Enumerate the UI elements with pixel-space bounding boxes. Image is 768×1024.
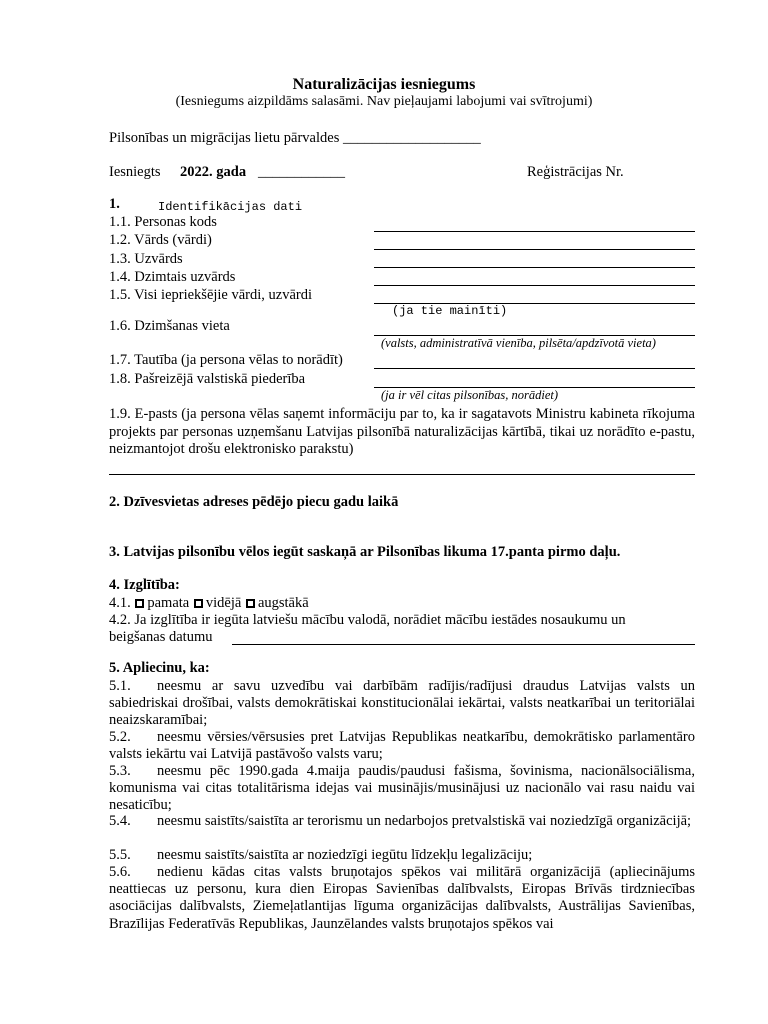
education-item-number: 4.1.	[109, 595, 131, 611]
office-label: Pilsonības un migrācijas lietu pārvaldes	[109, 130, 340, 146]
field-first-name-line[interactable]	[374, 249, 695, 250]
hint-birthplace: (valsts, administratīvā vienība, pilsēta/apdzīvotā vieta)	[381, 336, 656, 350]
field-email-line[interactable]	[109, 474, 695, 475]
field-citizenship-label: 1.8. Pašreizējā valstiskā piederība	[109, 371, 306, 387]
education-latvian-text: 4.2. Ja izglītība ir iegūta latviešu mācību valodā, norādiet mācību iestādes nosaukumu un	[109, 612, 626, 628]
checkbox-higher[interactable]	[246, 599, 255, 608]
declaration-number: 5.1.	[109, 678, 131, 694]
declaration-item	[109, 813, 695, 830]
field-birth-surname-line[interactable]	[374, 285, 695, 286]
option-secondary-label: vidējā	[205, 595, 242, 611]
declaration-item	[109, 729, 695, 763]
section1-heading: Identifikācijas dati	[158, 200, 303, 214]
declaration-number: 5.5.	[109, 847, 131, 863]
checkbox-primary[interactable]	[135, 599, 144, 608]
declaration-item	[109, 847, 695, 864]
field-personal-code-label: 1.1. Personas kods	[109, 214, 217, 230]
section4-heading: 4. Izglītība:	[109, 577, 180, 593]
field-surname-line[interactable]	[374, 267, 695, 268]
field-nationality-line[interactable]	[374, 368, 695, 369]
declaration-number: 5.6.	[109, 864, 131, 880]
form-title: Naturalizācijas iesniegums	[292, 76, 476, 93]
education-level-row	[109, 595, 309, 612]
declaration-text: neesmu ar savu uzvedību vai darbībām radījis/radījusi draudus Latvijas valsts un sabiedriskai drošībai, valsts demokrātiskai konstitucionālai iekārtai, valsts neatkarībai un teritoriālai neaizskaramībai;	[109, 678, 695, 729]
section3-heading: 3. Latvijas pilsonību vēlos iegūt saskaņā ar Pilsonības likuma 17.panta pirmo daļu.	[109, 544, 621, 560]
education-latvian-text-2: beigšanas datumu	[109, 629, 213, 645]
declaration-number: 5.2.	[109, 729, 131, 745]
office-blank: ___________________	[342, 130, 481, 146]
hint-other-citizenship: (ja ir vēl citas pilsonības, norādiet)	[381, 388, 559, 402]
section5-heading: 5. Apliecinu, ka:	[109, 660, 210, 676]
declaration-text: neesmu pēc 1990.gada 4.maija paudis/paudusi fašisma, šovinisma, nacionālsociālisma, komunisma vai citas totalitārisma idejas vai musinājis/musinājusi uz nacionālo vai rasu naidu vai nesaticību;	[109, 763, 695, 814]
field-previous-names-label: 1.5. Visi iepriekšējie vārdi, uzvārdi	[109, 287, 313, 303]
education-institution-line[interactable]	[232, 644, 695, 645]
form-subtitle: (Iesniegums aizpildāms salasāmi. Nav pieļaujami labojumi vai svītrojumi)	[175, 94, 593, 109]
field-nationality-label: 1.7. Tautība (ja persona vēlas to norādīt)	[109, 352, 343, 368]
declaration-text: neesmu saistīts/saistīta ar noziedzīgi iegūtu līdzekļu legalizāciju;	[157, 847, 533, 863]
submission-label: Iesniegts	[109, 164, 161, 180]
office-line	[109, 130, 481, 147]
declaration-item	[109, 864, 695, 933]
section1-number: 1.	[109, 196, 120, 212]
field-personal-code-line[interactable]	[374, 231, 695, 232]
field-birthplace-label: 1.6. Dzimšanas vieta	[109, 318, 230, 334]
declaration-text: neesmu vērsies/vērsusies pret Latvijas Republikas neatkarību, demokrātisko parlamentāro valsts iekārtu vai Latvijā pastāvošo valsts varu;	[109, 729, 695, 763]
declaration-text: nedienu kādas citas valsts bruņotajos spēkos vai militārā organizācijā (apliecinājums neattiecas uz personu, kura dien Eiropas Savienības dalībvalsts, Eiropas Brīvās tirdzniecības asociācijas dalībvalsts, Ziemeļatlantijas līguma organizācijas dalībvalsts, Austrālijas Savienības, Brazīlijas Federatīvās Republikas, Jaunzēlandes valsts bruņotajos spēkos vai	[109, 864, 695, 932]
declaration-text: neesmu saistīts/saistīta ar terorismu un nedarbojos pretvalstiskā vai noziedzīgā organizācijā;	[157, 813, 692, 829]
submission-date-blank: ____________	[258, 164, 345, 180]
registration-number-label: Reģistrācijas Nr.	[527, 164, 624, 180]
declaration-number: 5.4.	[109, 813, 131, 829]
option-primary-label: pamata	[147, 595, 190, 611]
field-birth-surname-label: 1.4. Dzimtais uzvārds	[109, 269, 236, 285]
checkbox-secondary[interactable]	[194, 599, 203, 608]
hint-if-changed: (ja tie mainīti)	[392, 304, 508, 318]
declaration-item	[109, 678, 695, 730]
option-higher-label: augstākā	[257, 595, 309, 611]
field-email-text: 1.9. E-pasts (ja persona vēlas saņemt informāciju par to, ka ir sagatavots Ministru kabineta rīkojuma projekts par personas uzņemšanu Latvijas pilsonībā naturalizācijas kārtībā, tikai uz norādīto e-pastu, neizmantojot drošu elektronisko parakstu)	[109, 406, 695, 458]
field-surname-label: 1.3. Uzvārds	[109, 251, 183, 267]
field-first-name-label: 1.2. Vārds (vārdi)	[109, 232, 212, 248]
declaration-item	[109, 763, 695, 815]
declaration-number: 5.3.	[109, 763, 131, 779]
submission-year: 2022. gada	[180, 164, 247, 180]
section2-heading: 2. Dzīvesvietas adreses pēdējo piecu gadu laikā	[109, 494, 399, 510]
